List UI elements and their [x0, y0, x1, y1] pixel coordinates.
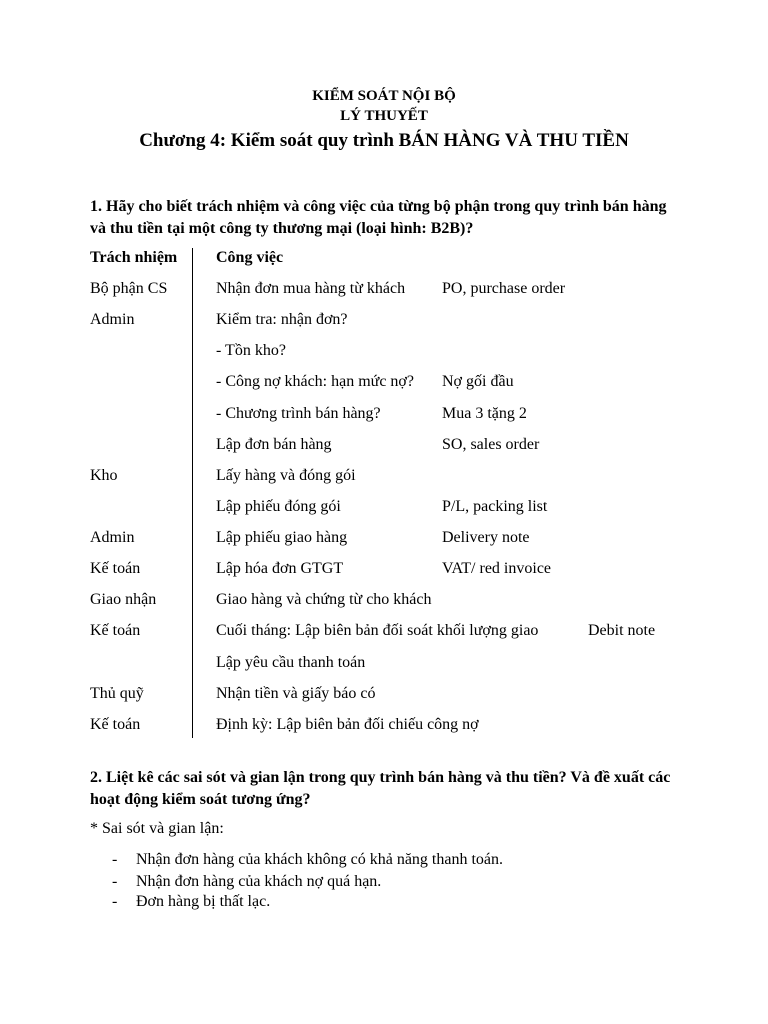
cell-task: Lập đơn bán hàng [216, 436, 332, 453]
chapter-title: Chương 4: Kiểm soát quy trình BÁN HÀNG VÀ THU TIỀN [139, 130, 629, 151]
cell-document: SO, sales order [442, 436, 540, 453]
cell-document: Delivery note [442, 529, 530, 546]
cell-department: Kế toán [90, 560, 141, 577]
cell-department: Kế toán [90, 622, 141, 639]
cell-document: Nợ gối đầu [442, 373, 514, 390]
cell-task: Kiểm tra: nhận đơn? [216, 311, 348, 328]
cell-document: Debit note [588, 622, 656, 639]
cell-document: PO, purchase order [442, 280, 566, 297]
cell-task: Lập phiếu giao hàng [216, 529, 348, 546]
cell-task: Lấy hàng và đóng gói [216, 467, 356, 484]
list-item-text: Nhận đơn hàng của khách nợ quá hạn. [136, 873, 382, 890]
errors-subheading: * Sai sót và gian lận: [90, 820, 224, 837]
cell-task: Cuối tháng: Lập biên bản đối soát khối lượng giao [216, 622, 539, 639]
cell-document: VAT/ red invoice [442, 560, 552, 577]
bullet-dash: - [112, 893, 118, 910]
cell-task: Lập phiếu đóng gói [216, 498, 341, 515]
cell-document: Mua 3 tặng 2 [442, 405, 527, 422]
cell-task: - Công nợ khách: hạn mức nợ? [216, 373, 414, 390]
table-header-responsibility: Trách nhiệm [90, 249, 178, 266]
table-divider [192, 248, 193, 738]
cell-department: Admin [90, 529, 135, 546]
bullet-dash: - [112, 873, 118, 890]
cell-department: Thủ quỹ [90, 685, 144, 702]
cell-department: Kế toán [90, 716, 141, 733]
cell-department: Kho [90, 467, 118, 484]
cell-task: Định kỳ: Lập biên bản đối chiếu công nợ [216, 716, 479, 733]
cell-task: Nhận đơn mua hàng từ khách [216, 280, 406, 297]
cell-task: - Tồn kho? [216, 342, 286, 359]
header-subtitle: LÝ THUYẾT [340, 108, 428, 124]
cell-department: Bộ phận CS [90, 280, 168, 297]
cell-task: Giao hàng và chứng từ cho khách [216, 591, 432, 608]
cell-document: P/L, packing list [442, 498, 548, 515]
list-item-text: Đơn hàng bị thất lạc. [136, 893, 271, 910]
header-title: KIỂM SOÁT NỘI BỘ [312, 88, 456, 104]
cell-task: Nhận tiền và giấy báo có [216, 685, 376, 702]
question-2: 2. Liệt kê các sai sót và gian lận trong quy trình bán hàng và thu tiền? Và đề xuất các hoạt động kiểm soát tương ứng? [90, 769, 671, 808]
list-item-text: Nhận đơn hàng của khách không có khả năng thanh toán. [136, 851, 504, 868]
cell-department: Giao nhận [90, 591, 157, 608]
table-header-task: Công việc [216, 249, 284, 266]
cell-task: - Chương trình bán hàng? [216, 405, 381, 422]
cell-task: Lập yêu cầu thanh toán [216, 654, 366, 671]
question-1: 1. Hãy cho biết trách nhiệm và công việc của từng bộ phận trong quy trình bán hàng và thu tiền tại một công ty thương mại (loại hình: B2B)? [90, 198, 667, 237]
bullet-dash: - [112, 851, 118, 868]
cell-department: Admin [90, 311, 135, 328]
cell-task: Lập hóa đơn GTGT [216, 560, 344, 577]
